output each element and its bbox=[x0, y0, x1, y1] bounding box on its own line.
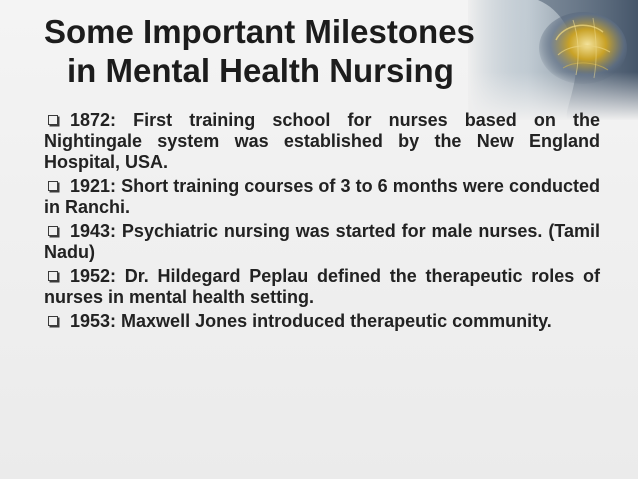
list-item-text: 1872: First training school for nurses based on the Nightingale system was established by the New England Hospital, USA. bbox=[44, 110, 600, 172]
brain-illustration-icon bbox=[468, 0, 638, 120]
square-bullet-icon bbox=[48, 226, 58, 236]
title-line-2: in Mental Health Nursing bbox=[67, 52, 454, 89]
list-item-text: 1921: Short training courses of 3 to 6 months were conducted in Ranchi. bbox=[44, 176, 600, 217]
title-line-1: Some Important Milestones bbox=[44, 13, 475, 50]
square-bullet-icon bbox=[48, 181, 58, 191]
slide-title bbox=[44, 12, 475, 90]
square-bullet-icon bbox=[48, 115, 58, 125]
list-item bbox=[44, 110, 600, 173]
list-item bbox=[44, 176, 600, 218]
square-bullet-icon bbox=[48, 316, 58, 326]
milestone-list bbox=[44, 110, 600, 335]
list-item bbox=[44, 311, 600, 332]
list-item-text: 1943: Psychiatric nursing was started for male nurses. (Tamil Nadu) bbox=[44, 221, 600, 262]
square-bullet-icon bbox=[48, 271, 58, 281]
list-item bbox=[44, 221, 600, 263]
list-item-text: 1953: Maxwell Jones introduced therapeutic community. bbox=[70, 311, 552, 331]
list-item-text: 1952: Dr. Hildegard Peplau defined the therapeutic roles of nurses in mental health setting. bbox=[44, 266, 600, 307]
list-item bbox=[44, 266, 600, 308]
